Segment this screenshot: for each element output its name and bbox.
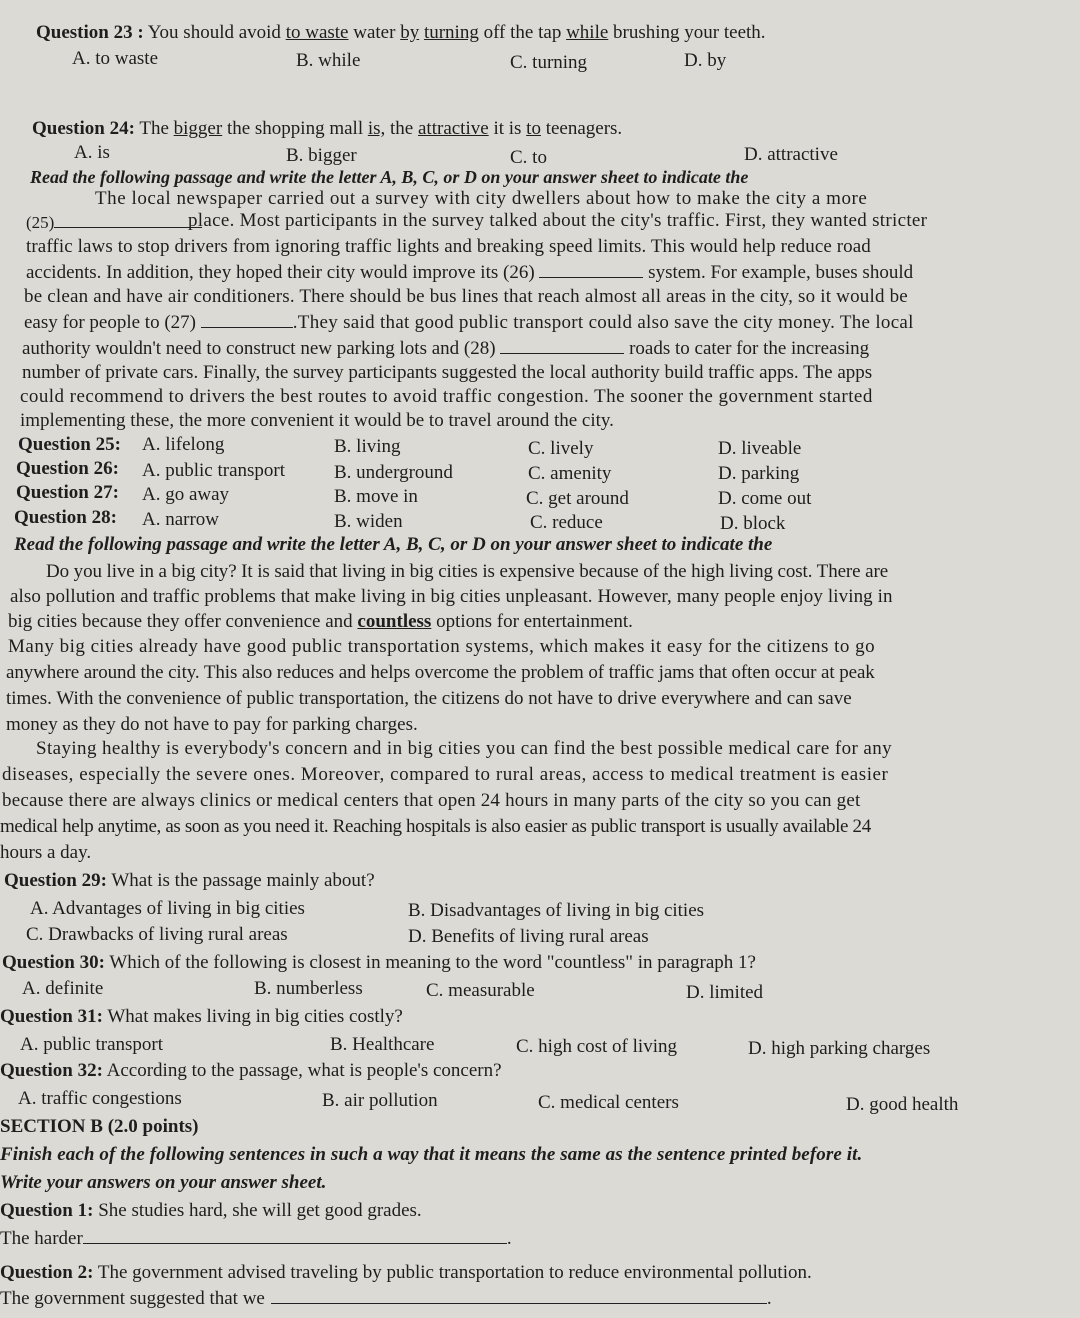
- answer-blank: [271, 1289, 767, 1304]
- answer-blank-26: [539, 263, 643, 278]
- option-a: A. Advantages of living in big cities: [30, 898, 305, 919]
- option-d: D. attractive: [744, 144, 838, 165]
- passage-1-line: be clean and have air conditioners. There should be bus lines that reach almost all areas in the city, so it would be: [24, 286, 908, 307]
- stem-text: teenagers.: [540, 118, 623, 139]
- option-a: A. public transport: [142, 460, 286, 481]
- underlined-word: by: [400, 22, 420, 43]
- option-b: B. Healthcare: [330, 1034, 435, 1055]
- passage-2-line: diseases, especially the severe ones. Moreover, compared to rural areas, access to medical treatment is easier: [2, 764, 889, 785]
- passage-1-line: traffic laws to stop drivers from ignoring traffic lights and breaking speed limits. This would help reduce road: [26, 236, 871, 257]
- stem-text: She studies hard, she will get good grades.: [93, 1200, 422, 1221]
- passage-text: authority wouldn't need to construct new parking lots and (28): [22, 338, 496, 359]
- option-b: B. widen: [334, 511, 403, 532]
- option-b: B. underground: [334, 462, 453, 483]
- sentence-start: The government suggested that we: [0, 1288, 265, 1309]
- passage-text: system. For example, buses should: [648, 262, 914, 283]
- option-c: C. amenity: [528, 463, 612, 484]
- option-d: D. high parking charges: [748, 1038, 931, 1059]
- passage-2-line: Many big cities already have good public transportation systems, which makes it easy for the citizens to go: [8, 636, 876, 657]
- passage-1-line: number of private cars. Finally, the survey participants suggested the local authority build traffic apps. The apps: [22, 362, 873, 383]
- option-b: B. air pollution: [322, 1090, 438, 1111]
- option-c: C. measurable: [426, 980, 535, 1001]
- passage-2-line: because there are always clinics or medical centers that open 24 hours in many parts of the city so you can get: [2, 790, 861, 811]
- question-31-stem: [0, 1006, 403, 1028]
- section-b-title: SECTION B (2.0 points): [0, 1116, 199, 1137]
- option-b: B. living: [334, 436, 401, 457]
- answer-blank: [54, 213, 202, 228]
- passage-2-line: medical help anytime, as soon as you need it. Reaching hospitals is also easier as public transport is usually available 24: [0, 816, 871, 837]
- stem-text: What makes living in big cities costly?: [102, 1006, 403, 1027]
- passage-1-line: [22, 338, 869, 360]
- option-c: C. reduce: [530, 512, 603, 533]
- answer-blank-27: [201, 313, 293, 328]
- period: .: [506, 1228, 512, 1249]
- question-label: Question 29:: [4, 870, 107, 891]
- passage-2-line: money as they do not have to pay for parking charges.: [6, 714, 418, 735]
- stem-text: Which of the following is closest in meaning to the word "countless" in paragraph 1?: [104, 952, 756, 973]
- question-label: Question 26:: [16, 458, 119, 479]
- passage-2-line: times. With the convenience of public transportation, the citizens do not have to drive everywhere and can save: [6, 688, 852, 709]
- underlined-word: is,: [367, 118, 386, 139]
- question-29-stem: [4, 870, 375, 892]
- stem-text: the: [385, 118, 418, 139]
- passage-2-line: Staying healthy is everybody's concern and in big cities you can find the best possible medical care for any: [36, 738, 892, 759]
- passage-text: .They said that good public transport could also save the city money. The local: [292, 312, 914, 333]
- section-b-answer-line-2: [0, 1288, 772, 1310]
- question-32-stem: [0, 1060, 502, 1082]
- option-b: B. while: [296, 50, 361, 71]
- option-c: C. medical centers: [538, 1092, 679, 1113]
- section-b-question-2: [0, 1262, 812, 1284]
- stem-text: brushing your teeth.: [608, 22, 766, 43]
- question-label: Question 27:: [16, 482, 119, 503]
- passage-text: accidents. In addition, they hoped their city would improve its (26): [26, 262, 535, 283]
- sentence-start: The harder: [0, 1228, 83, 1249]
- option-b: B. numberless: [254, 978, 363, 999]
- question-23-stem: [36, 22, 766, 44]
- section-b-answer-line-1: [0, 1228, 512, 1250]
- section-b-instruction: Write your answers on your answer sheet.: [0, 1172, 327, 1193]
- option-d: D. limited: [686, 982, 764, 1003]
- question-label: Question 1:: [0, 1200, 94, 1221]
- underlined-word: to: [526, 118, 541, 139]
- option-d: D. by: [684, 50, 727, 71]
- passage-1-line: [24, 312, 914, 334]
- option-d: D. good health: [846, 1094, 959, 1115]
- passage-text: roads to cater for the increasing: [629, 338, 870, 359]
- option-c: C. to: [510, 147, 547, 168]
- question-label: Question 23 :: [36, 22, 144, 43]
- question-24-stem: [32, 118, 622, 140]
- option-b: B. Disadvantages of living in big cities: [408, 900, 705, 921]
- passage-text: big cities because they offer convenience and: [8, 611, 353, 632]
- underlined-word: bigger: [173, 118, 223, 139]
- section-b-instruction: Finish each of the following sentences in such a way that it means the same as the sentence printed before it.: [0, 1144, 863, 1165]
- question-label: Question 28:: [14, 507, 117, 528]
- option-a: A. narrow: [142, 509, 220, 530]
- question-label: Question 24:: [32, 118, 135, 139]
- blank-number: (25): [26, 213, 55, 232]
- answer-blank: [83, 1229, 507, 1244]
- option-a: A. public transport: [20, 1034, 164, 1055]
- passage-text: options for entertainment.: [436, 611, 633, 632]
- stem-text: off the tap: [478, 22, 567, 43]
- stem-text: it is: [488, 118, 527, 139]
- option-a: A. lifelong: [142, 434, 225, 455]
- option-a: A. definite: [22, 978, 104, 999]
- passage-1-line: could recommend to drivers the best routes to avoid traffic congestion. The sooner the government started: [20, 386, 873, 407]
- stem-text: You should avoid: [143, 22, 286, 43]
- passage-1-line: implementing these, the more convenient it would be to travel around the city.: [20, 410, 614, 431]
- option-c: C. lively: [528, 438, 594, 459]
- stem-text: water: [348, 22, 401, 43]
- passage-text: easy for people to (27): [24, 312, 196, 333]
- stem-text: The government advised traveling by public transportation to reduce environmental pollution.: [93, 1262, 812, 1283]
- question-30-stem: [2, 952, 756, 974]
- option-c: C. get around: [526, 488, 629, 509]
- underlined-word: attractive: [418, 118, 489, 139]
- option-b: B. bigger: [286, 145, 357, 166]
- underlined-word: while: [566, 22, 609, 43]
- passage-1-line: The local newspaper carried out a survey with city dwellers about how to make the city a more: [95, 188, 868, 209]
- passage-1-line: [26, 212, 202, 234]
- section-b-question-1: [0, 1200, 422, 1222]
- option-a: A. is: [74, 142, 110, 163]
- option-d: D. parking: [718, 463, 800, 484]
- stem-text: the shopping mall: [222, 118, 368, 139]
- passage-1-line: place. Most participants in the survey talked about the city's traffic. First, they wanted stricter: [188, 210, 928, 231]
- option-d: D. come out: [718, 488, 812, 509]
- question-label: Question 30:: [2, 952, 105, 973]
- question-label: Question 2:: [0, 1262, 94, 1283]
- answer-blank-28: [500, 339, 624, 354]
- stem-text: According to the passage, what is people's concern?: [102, 1060, 502, 1081]
- stem-text: What is the passage mainly about?: [106, 870, 375, 891]
- question-label: Question 32:: [0, 1060, 103, 1081]
- passage-2-instruction: Read the following passage and write the letter A, B, C, or D on your answer sheet to indicate the: [14, 534, 773, 555]
- passage-2-line: also pollution and traffic problems that make living in big cities unpleasant. However, many people enjoy living in: [10, 586, 893, 607]
- option-c: C. Drawbacks of living rural areas: [26, 924, 288, 945]
- question-label: Question 25:: [18, 434, 121, 455]
- option-d: D. block: [720, 513, 786, 534]
- option-d: D. Benefits of living rural areas: [408, 926, 649, 947]
- option-b: B. move in: [334, 486, 418, 507]
- passage-1-instruction: Read the following passage and write the letter A, B, C, or D on your answer sheet to indicate the: [30, 167, 749, 187]
- option-c: C. turning: [510, 52, 588, 73]
- option-a: A. to waste: [72, 48, 159, 69]
- passage-2-line: anywhere around the city. This also reduces and helps overcome the problem of traffic jams that often occur at peak: [6, 662, 875, 683]
- option-c: C. high cost of living: [516, 1036, 677, 1057]
- underlined-word: to waste: [285, 22, 349, 43]
- passage-2-line: Do you live in a big city? It is said that living in big cities is expensive because of the high living cost. There are: [46, 561, 889, 582]
- stem-text: The: [134, 118, 174, 139]
- underlined-word: turning: [423, 22, 479, 43]
- passage-2-line: hours a day.: [0, 842, 92, 863]
- option-a: A. traffic congestions: [18, 1088, 182, 1109]
- passage-1-line: [26, 262, 913, 284]
- option-a: A. go away: [142, 484, 230, 505]
- passage-2-line: [8, 611, 633, 633]
- period: .: [766, 1288, 772, 1309]
- option-d: D. liveable: [718, 438, 802, 459]
- question-label: Question 31:: [0, 1006, 103, 1027]
- underlined-word-countless: countless: [357, 611, 432, 632]
